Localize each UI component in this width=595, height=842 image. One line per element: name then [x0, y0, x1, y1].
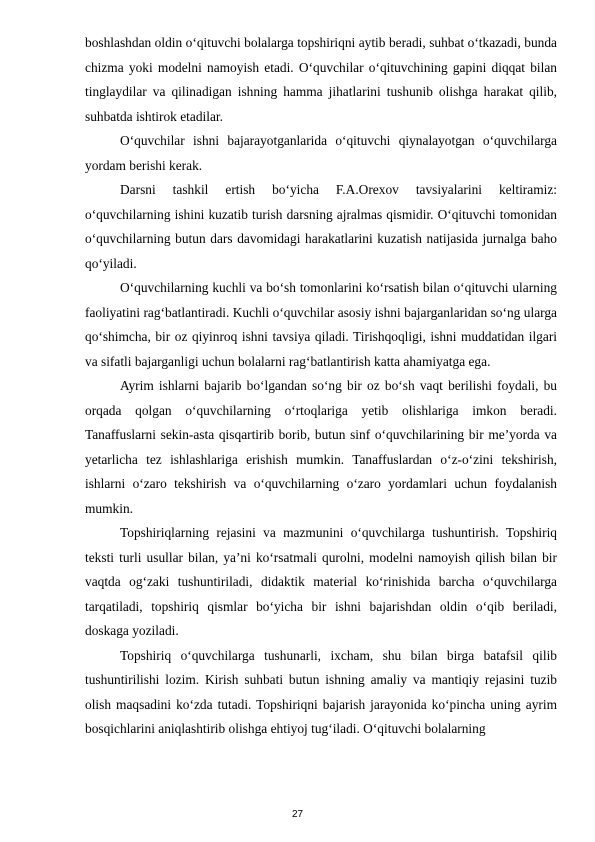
paragraph: Ayrim ishlarni bajarib bo‘lgandan so‘ng bir oz bo‘sh vaqt berilishi foydali, bu orqada qolgan o‘quvchilarning o‘rtoqlariga yetib olishlariga imkon beradi. Tanaffuslarni sekin-asta qisqartirib borib, butun sinf o‘quvchilarining bir me’yorda va yetarlicha tez ishlashlariga erishish mumkin. Tanaffuslardan o‘z-o‘zini tekshirish, ishlarni o‘zaro tekshirish va o‘quvchilarning o‘zaro yordamlari uchun foydalanish mumkin. — [85, 378, 557, 516]
paragraph: Topshiriq o‘quvchilarga tushunarli, ixcham, shu bilan birga batafsil qilib tushuntirilishi lozim. Kirish suhbati butun ishning amaliy va mantiqiy rejasini tuzib olish maqsadini ko‘zda tutadi. Topshiriqni bajarish jarayonida ko‘pincha uning ayrim bosqichlarini aniqlashtirib olishga ehtiyoj tug‘iladi. O‘qituvchi bolalarning — [85, 647, 557, 736]
paragraph-continuation: boshlashdan oldin o‘qituvchi bolalarga topshiriqni aytib beradi, suhbat o‘tkazadi, bunda chizma yoki modelni namoyish etadi. O‘quvchilar o‘qituvchining gapini diqqat bilan tinglaydilar va qilinadigan ishning hamma jihatlarini tushunib olishga harakat qilib, suhbatda ishtirok etadilar. — [85, 35, 557, 124]
body-text — [85, 31, 557, 742]
page-number: 27 — [291, 809, 304, 820]
paragraph: Topshiriqlarning rejasini va mazmunini o‘quvchilarga tushuntirish. Topshiriq teksti turli usullar bilan, ya’ni ko‘rsatmali qurolni, modelni namoyish qilish bilan bir vaqtda og‘zaki tushuntiriladi, didaktik material ko‘rinishida barcha o‘quvchilarga tarqatiladi, topshiriq qismlar bo‘yicha bir ishni bajarishdan oldin o‘qib beriladi, doskaga yoziladi. — [85, 525, 557, 638]
paragraph: Darsni tashkil ertish bo‘yicha F.A.Orexov tavsiyalarini keltiramiz: o‘quvchilarning ishini kuzatib turish darsning ajralmas qismidir. O‘qituvchi tomonidan o‘quvchilarning butun dars davomidagi harakatlarini kuzatish natijasida jurnalga baho qo‘yiladi. — [85, 182, 557, 271]
paragraph: O‘quvchilar ishni bajarayotganlarida o‘qituvchi qiynalayotgan o‘quvchilarga yordam berishi kerak. — [85, 133, 557, 173]
paragraph: O‘quvchilarning kuchli va bo‘sh tomonlarini ko‘rsatish bilan o‘qituvchi ularning faoliyatini rag‘batlantiradi. Kuchli o‘quvchilar asosiy ishni bajarganlaridan so‘ng ularga qo‘shimcha, bir oz qiyinroq ishni tavsiya qiladi. Tirishqoqligi, ishni muddatidan ilgari va sifatli bajarganligi uchun bolalarni rag‘batlantirish katta ahamiyatga ega. — [85, 280, 557, 369]
